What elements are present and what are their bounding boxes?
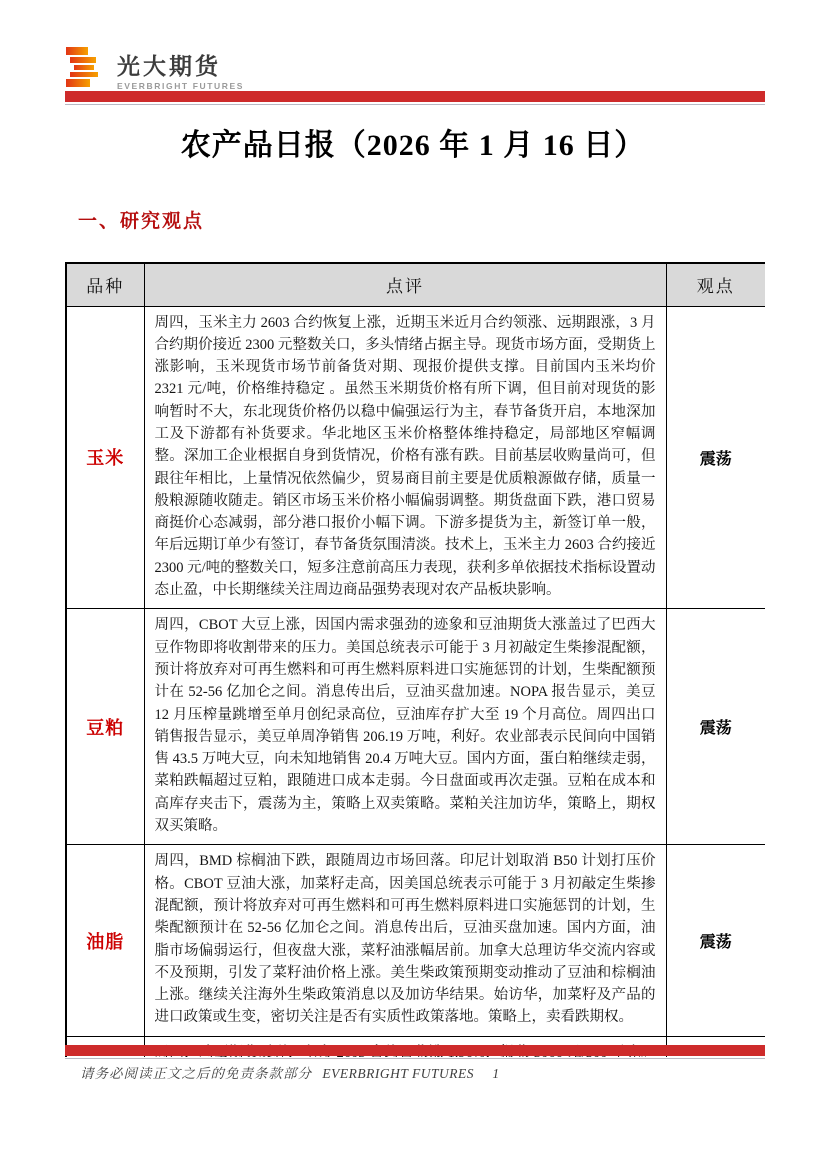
comment-text: 周四，玉米主力 2603 合约恢复上涨，近期玉米近月合约领涨、远期跟涨，3 月合约期价接近 2300 元整数关口，多头情绪占据主导。现货市场方面，受期货上涨影响，玉米现货市场节前备货对期、现报价提供支撑。目前国内玉米均价 2321 元/吨，价格维持稳定 。虽然玉米期货价格有所下调，但目前对现货的影响暂时不大，东北现货价格仍以稳中偏强运行为主，春节备货开启，本地深加工及下游都有补货要求。华北地区玉米价格整体维持稳定，局部地区窄幅调整。深加工企业根据自身到货情况，价格有涨有跌。目前基层收购量尚可，但跟往年相比，上量情况依然偏少，贸易商目前主要是优质粮源做存储，质量一般粮源随收随走。销区市场玉米价格小幅偏弱调整。期货盘面下跌，港口贸易商挺价心态减弱，部分港口报价小幅下调。下游多提货为主，新签订单一般，年后远期订单少有签订，春节备货氛围清淡。技术上，玉米主力 2603 合约接近 2300 元/吨的整数关口，短多注意前高压力表现，获利多单依据技术指标设置动态止盈，中长期继续关注周边商品强势表现对农产品板块影响。 (144, 306, 666, 609)
research-views-table-container (65, 262, 765, 1057)
table-header-row (66, 263, 765, 306)
top-divider-bar (65, 91, 765, 102)
logo-en-label: EVERBRIGHT FUTURES (117, 81, 245, 92)
table-row-oils (66, 845, 765, 1036)
logo-cn-label: 光大期货 (117, 53, 221, 79)
everbright-logo-icon (65, 46, 107, 88)
footer-disclaimer: 请务必阅读正文之后的免责条款部分 (80, 1066, 312, 1081)
column-header-view: 观点 (666, 263, 765, 306)
column-header-comment: 点评 (144, 263, 666, 306)
view-label: 震荡 (666, 609, 765, 845)
page-title: 农产品日报（2026 年 1 月 16 日） (180, 129, 646, 162)
page-footer (80, 1062, 500, 1082)
view-label: 震荡 (666, 306, 765, 609)
column-header-variety: 品种 (66, 263, 144, 306)
variety-label: 油脂 (66, 845, 144, 1036)
footer-page-number: 1 (492, 1066, 501, 1081)
logo-text (117, 46, 244, 91)
top-hairline (65, 104, 765, 105)
comment-text: 周四，BMD 棕榈油下跌，跟随周边市场回落。印尼计划取消 B50 计划打压价格。CBOT 豆油大涨，加菜籽走高，因美国总统表示可能于 3 月初敲定生柴掺混配额，预计将放弃对可再生燃料和可再生燃料原料进口实施惩罚的计划，生柴配额预计在 52-56 亿加仑之间。消息传出后，豆油买盘加速。国内方面，油脂市场偏弱运行，但夜盘大涨，菜籽油涨幅居前。加拿大总理访华交流内容或不及预期，引发了菜籽油价格上涨。美生柴政策预期变动推动了豆油和棕榈油上涨。继续关注海外生柴政策消息以及加访华结果。始访华，加菜籽及产品的进口政策或生变，密切关注是否有实质性政策落地。策略上，卖看跌期权。 (144, 845, 666, 1036)
footer-brand: EVERBRIGHT FUTURES (322, 1066, 474, 1081)
view-label: 震荡 (666, 845, 765, 1036)
variety-label: 豆粕 (66, 609, 144, 845)
bottom-hairline (65, 1058, 765, 1059)
table-row-soybean-meal (66, 609, 765, 845)
comment-text: 周四，CBOT 大豆上涨，因国内需求强劲的迹象和豆油期货大涨盖过了巴西大豆作物即将收割带来的压力。美国总统表示可能于 3 月初敲定生柴掺混配额，预计将放弃对可再生燃料和可再生燃料原料进口实施惩罚的计划，生柴配额预计在 52-56 亿加仑之间。消息传出后，豆油买盘加速。NOPA 报告显示，美豆 12 月压榨量跳增至单月创纪录高位，豆油库存扩大至 19 个月高位。周四出口销售报告显示，美豆单周净销售 206.19 万吨，利好。农业部表示民间向中国销售 43.5 万吨大豆，向未知地销售 20.4 万吨大豆。国内方面，蛋白粕继续走弱，菜粕跌幅超过豆粕，跟随进口成本走弱。今日盘面或再次走强。豆粕在成本和高库存夹击下，震荡为主，策略上双卖策略。菜粕关注加访华，策略上，期权双买策略。 (144, 609, 666, 845)
variety-label: 玉米 (66, 306, 144, 609)
logo (65, 46, 244, 91)
table-row-corn (66, 306, 765, 609)
section-heading-research-views: 一、研究观点 (78, 211, 205, 232)
bottom-divider-bar (65, 1045, 765, 1056)
research-views-table (65, 262, 765, 1057)
